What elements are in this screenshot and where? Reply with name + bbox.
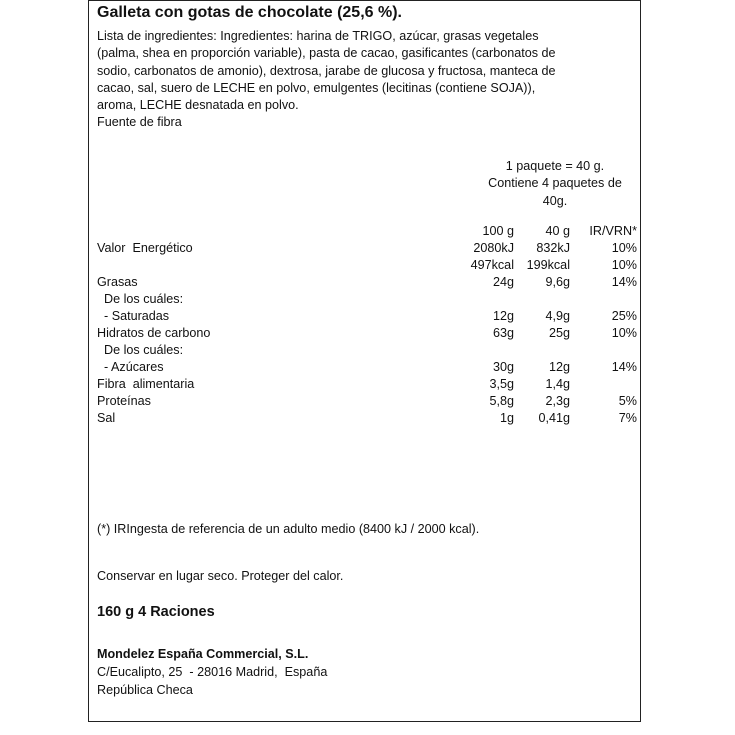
value-ir: 7% bbox=[618, 411, 637, 425]
value-per-serving: 2,3g bbox=[545, 394, 570, 408]
nutrition-row bbox=[97, 360, 637, 377]
nutrient-name: De los cuáles: bbox=[97, 292, 184, 306]
ingredients-line: sodio, carbonatos de amonio), dextrosa, jarabe de glucosa y fructosa, manteca de bbox=[97, 63, 556, 78]
ingredients-line: Lista de ingredientes: Ingredientes: harina de TRIGO, azúcar, grasas vegetales bbox=[97, 29, 539, 43]
value-per-100g: 30g bbox=[492, 360, 514, 374]
value-per-serving: 25g bbox=[548, 326, 570, 340]
ingredients-line: cacao, sal, suero de LECHE en polvo, emulgentes (lecitinas (contiene SOJA)), bbox=[97, 80, 536, 95]
value-per-100g: 12g bbox=[492, 309, 514, 323]
value-per-serving: 1,4g bbox=[545, 377, 570, 391]
value-per-100g: 5,8g bbox=[489, 394, 514, 408]
ingredients-line: aroma, LECHE desnatada en polvo. bbox=[97, 98, 299, 113]
value-per-serving: 832kJ bbox=[536, 241, 570, 255]
nutrition-row bbox=[97, 394, 637, 411]
company-name: Mondelez España Commercial, S.L. bbox=[97, 647, 309, 661]
nutrition-table-header bbox=[97, 224, 637, 241]
header-per-100g: 100 g bbox=[482, 224, 514, 238]
nutrient-name: Grasas bbox=[97, 275, 138, 289]
value-per-serving: 199kcal bbox=[526, 258, 570, 272]
storage-instructions: Conservar en lugar seco. Proteger del calor. bbox=[97, 569, 344, 583]
nutrient-name: - Saturadas bbox=[97, 309, 170, 323]
value-per-100g: 3,5g bbox=[489, 377, 514, 391]
nutrition-row bbox=[97, 241, 637, 258]
nutrition-row bbox=[97, 326, 637, 343]
nutrition-row bbox=[97, 292, 637, 309]
nutrition-row bbox=[97, 309, 637, 326]
nutrition-row bbox=[97, 377, 637, 394]
nutrient-name: De los cuáles: bbox=[97, 343, 184, 357]
nutrition-row bbox=[97, 275, 637, 292]
nutrition-row bbox=[97, 343, 637, 360]
value-per-serving: 4,9g bbox=[545, 309, 570, 323]
header-per-serving: 40 g bbox=[545, 224, 570, 238]
fiber-claim: Fuente de fibra bbox=[97, 115, 182, 130]
reference-intake-footnote: (*) IRIngesta de referencia de un adulto medio (8400 kJ / 2000 kcal). bbox=[97, 522, 480, 536]
value-per-100g: 497kcal bbox=[470, 258, 514, 272]
nutrition-row bbox=[97, 411, 637, 428]
nutrient-name: - Azúcares bbox=[97, 360, 164, 374]
nutrient-name: Valor Energético bbox=[97, 241, 193, 255]
value-per-100g: 24g bbox=[492, 275, 514, 289]
nutrient-name: Hidratos de carbono bbox=[97, 326, 211, 340]
value-per-100g: 63g bbox=[492, 326, 514, 340]
nutrition-row bbox=[97, 258, 637, 275]
ingredients-list bbox=[97, 28, 637, 132]
value-ir: 5% bbox=[618, 394, 637, 408]
ingredients-line: (palma, shea en proporción variable), pasta de cacao, gasificantes (carbonatos de bbox=[97, 46, 556, 61]
serving-line: 40g. bbox=[542, 193, 568, 208]
serving-line: Contiene 4 paquetes de bbox=[488, 176, 622, 191]
value-ir: 14% bbox=[611, 360, 637, 374]
value-ir: 14% bbox=[611, 275, 637, 289]
product-title: Galleta con gotas de chocolate (25,6 %). bbox=[97, 4, 402, 21]
serving-info bbox=[470, 158, 640, 210]
value-ir: 10% bbox=[611, 326, 637, 340]
value-ir: 25% bbox=[611, 309, 637, 323]
value-per-serving: 9,6g bbox=[545, 275, 570, 289]
value-per-serving: 0,41g bbox=[538, 411, 570, 425]
value-per-100g: 1g bbox=[499, 411, 514, 425]
value-ir: 10% bbox=[611, 258, 637, 272]
net-weight: 160 g 4 Raciones bbox=[97, 604, 215, 620]
nutrient-name: Sal bbox=[97, 411, 116, 425]
value-per-100g: 2080kJ bbox=[473, 241, 514, 255]
nutrient-name: Fibra alimentaria bbox=[97, 377, 195, 391]
value-per-serving: 12g bbox=[548, 360, 570, 374]
value-ir: 10% bbox=[611, 241, 637, 255]
header-ir: IR/VRN* bbox=[589, 224, 637, 238]
serving-line: 1 paquete = 40 g. bbox=[505, 159, 605, 173]
country-of-origin: República Checa bbox=[97, 683, 193, 697]
company-address: C/Eucalipto, 25 - 28016 Madrid, España bbox=[97, 665, 328, 679]
nutrient-name: Proteínas bbox=[97, 394, 151, 408]
